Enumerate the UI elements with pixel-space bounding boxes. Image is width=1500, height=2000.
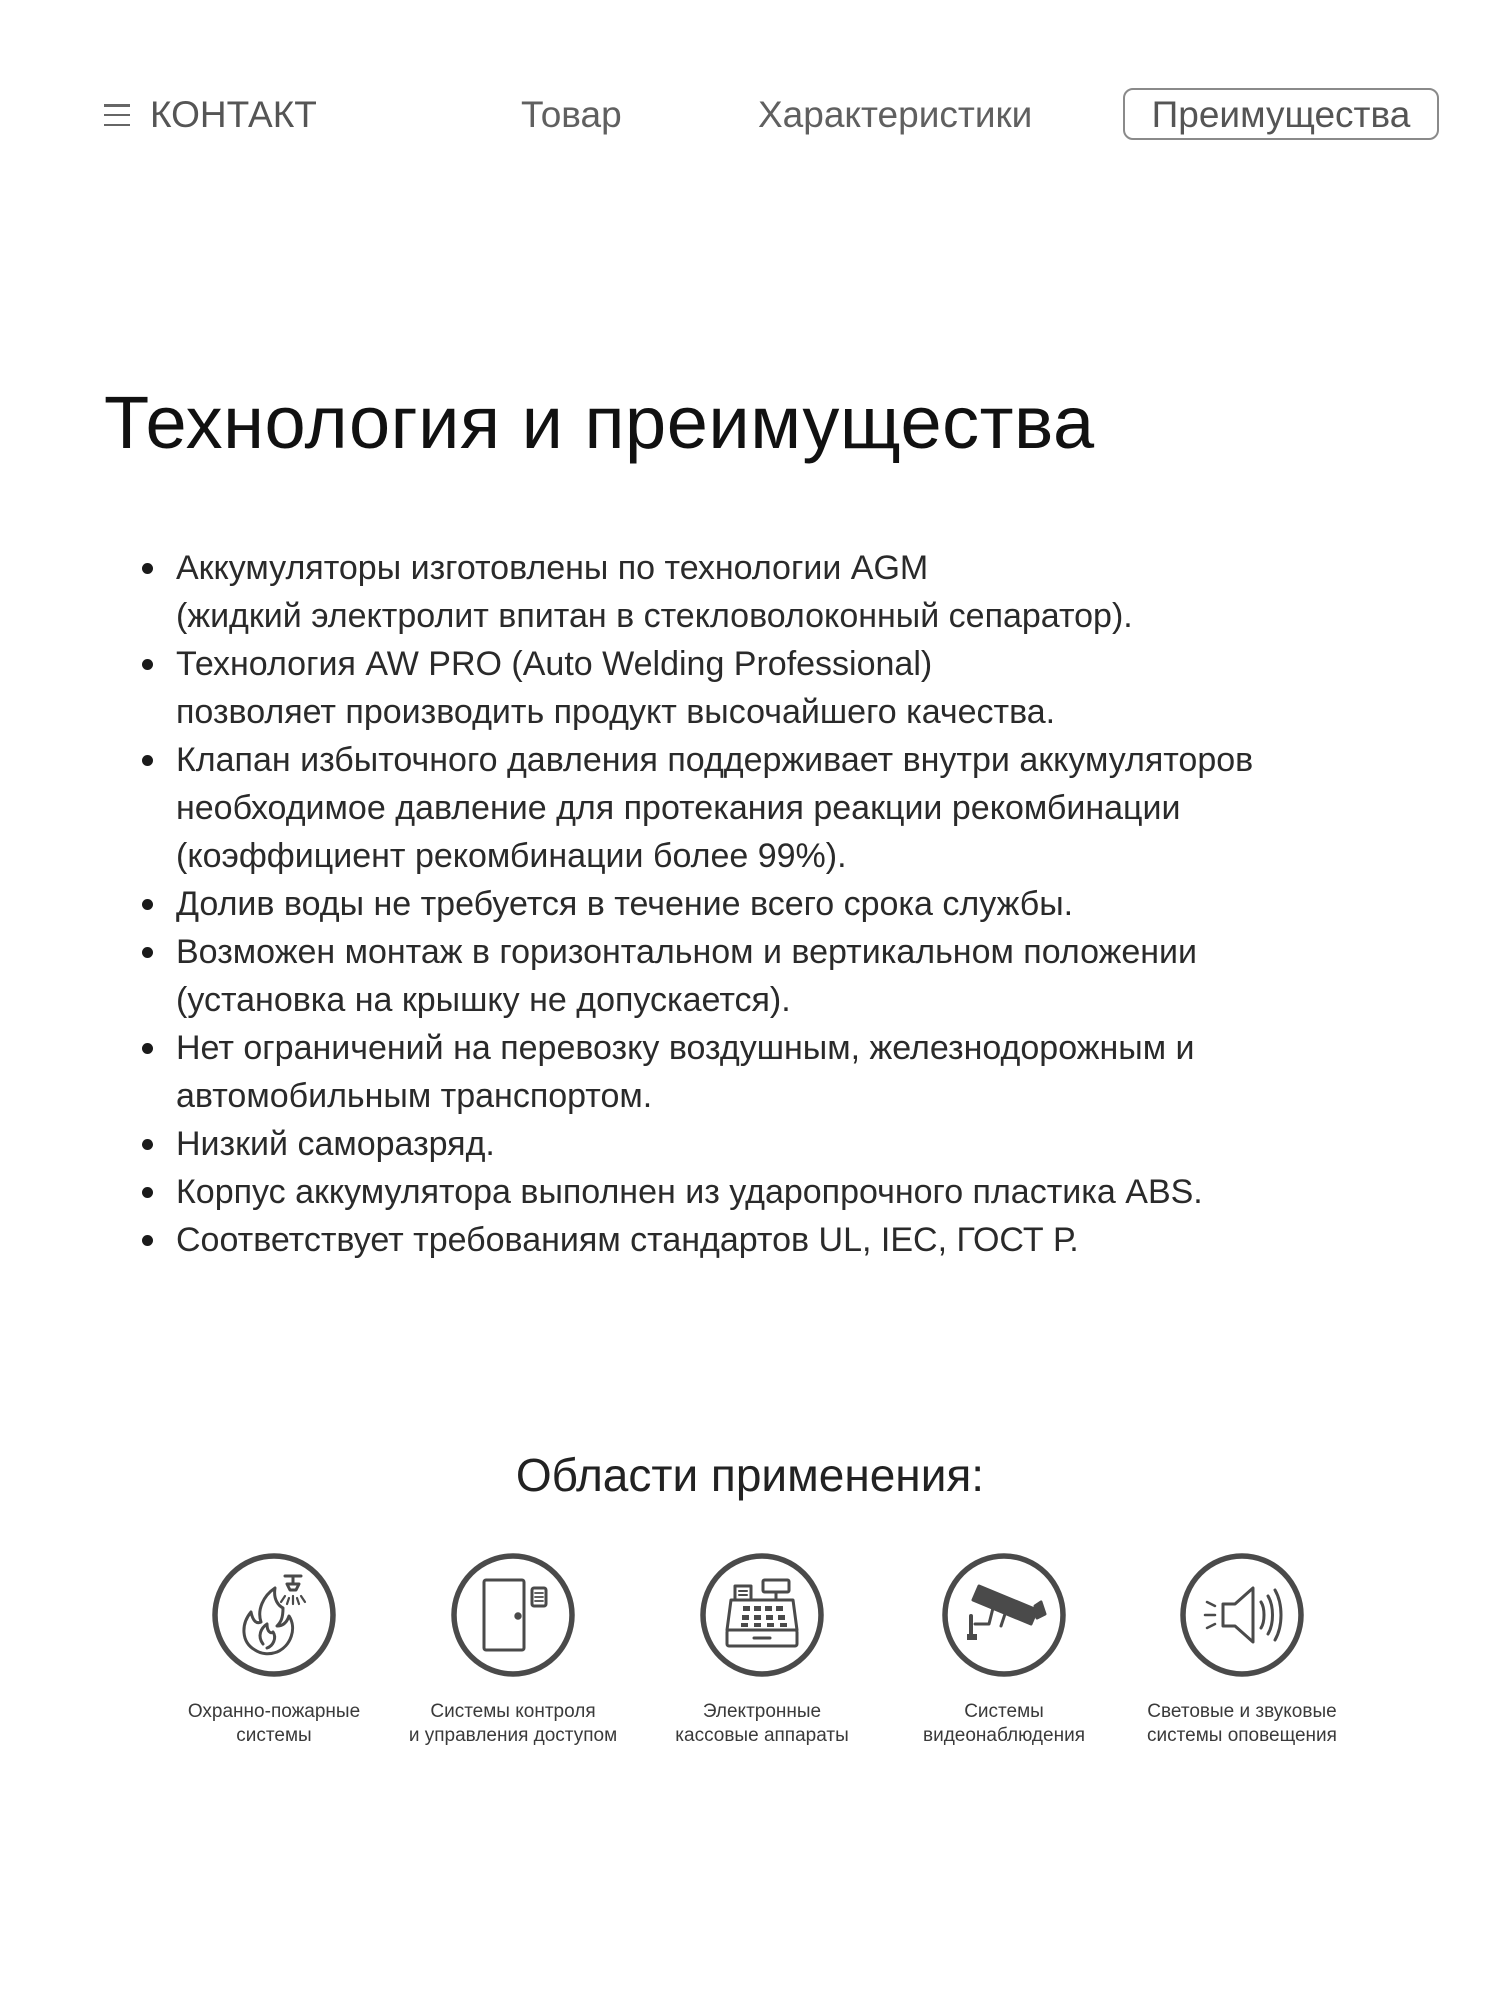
- list-item: [138, 736, 1398, 880]
- list-item-line: Низкий саморазряд.: [176, 1125, 495, 1163]
- application-caption: [1112, 1700, 1372, 1748]
- list-item: [138, 1168, 1398, 1216]
- contact-label: КОНТАКТ: [150, 94, 317, 135]
- list-item: [138, 880, 1398, 928]
- list-item: [138, 640, 1398, 736]
- caption-line: Световые и звуковые: [1147, 1701, 1337, 1722]
- application-caption: [874, 1700, 1134, 1748]
- list-item-line: Соответствует требованиям стандартов UL, IEC, ГОСТ Р.: [176, 1221, 1079, 1259]
- application-caption: [144, 1700, 404, 1748]
- application-caption: [383, 1700, 643, 1748]
- list-item-line: Нет ограничений на перевозку воздушным, железнодорожным и: [176, 1029, 1195, 1067]
- application-caption: [632, 1700, 892, 1748]
- list-item-line: необходимое давление для протекания реакции рекомбинации: [176, 789, 1181, 827]
- list-item-line: Аккумуляторы изготовлены по технологии AGM: [176, 549, 929, 587]
- cash-register-icon: [699, 1552, 825, 1678]
- application-item-cctv: [874, 1552, 1134, 1748]
- caption-line: Системы: [964, 1701, 1044, 1722]
- list-item-line: Корпус аккумулятора выполнен из ударопрочного пластика ABS.: [176, 1173, 1203, 1211]
- list-item-line: (установка на крышку не допускается).: [176, 981, 791, 1019]
- contact-menu-button[interactable]: [104, 90, 317, 140]
- caption-line: Охранно-пожарные: [187, 1701, 361, 1722]
- list-item-line: (жидкий электролит впитан в стекловолоконный сепаратор).: [176, 597, 1133, 635]
- list-item: [138, 1120, 1398, 1168]
- caption-line: системы оповещения: [1147, 1725, 1337, 1746]
- list-item-line: Возможен монтаж в горизонтальном и вертикальном положении: [176, 933, 1198, 971]
- list-item-line: позволяет производить продукт высочайшего качества.: [176, 693, 1056, 731]
- caption-line: видеонаблюдения: [923, 1725, 1085, 1746]
- nav-link-product[interactable]: Товар: [521, 94, 622, 135]
- caption-line: Электронные: [702, 1701, 822, 1722]
- caption-line: и управления доступом: [408, 1725, 618, 1746]
- page-title: Технология и преимущества: [104, 381, 1095, 464]
- nav-link-specifications[interactable]: Характеристики: [758, 94, 1033, 135]
- list-item: [138, 544, 1398, 640]
- nav-link-advantages[interactable]: Преимущества: [1123, 88, 1439, 140]
- caption-line: Системы контроля: [430, 1701, 596, 1722]
- list-item-line: Долив воды не требуется в течение всего срока службы.: [176, 885, 1074, 923]
- list-item: [138, 928, 1398, 1024]
- list-item: [138, 1024, 1398, 1120]
- list-item-line: автомобильным транспортом.: [176, 1077, 653, 1115]
- benefits-list: [138, 544, 1398, 1264]
- access-control-icon: [450, 1552, 576, 1678]
- caption-line: кассовые аппараты: [675, 1725, 849, 1746]
- hamburger-icon: [104, 104, 130, 126]
- list-item-line: (коэффициент рекомбинации более 99%).: [176, 837, 847, 875]
- application-item-fire-alarm: [144, 1552, 404, 1748]
- application-item-access-control: [383, 1552, 643, 1748]
- applications-title: Области применения:: [515, 1449, 985, 1501]
- caption-line: системы: [236, 1725, 312, 1746]
- top-navigation: [0, 0, 1500, 230]
- fire-alarm-icon: [211, 1552, 337, 1678]
- list-item-line: Клапан избыточного давления поддерживает внутри аккумуляторов: [176, 741, 1254, 779]
- list-item-line: Технология AW PRO (Auto Welding Professional): [176, 645, 933, 683]
- applications-list: [0, 1552, 1500, 1752]
- cctv-camera-icon: [941, 1552, 1067, 1678]
- application-item-alert-systems: [1112, 1552, 1372, 1748]
- list-item: [138, 1216, 1398, 1264]
- loudspeaker-icon: [1179, 1552, 1305, 1678]
- application-item-cash-register: [632, 1552, 892, 1748]
